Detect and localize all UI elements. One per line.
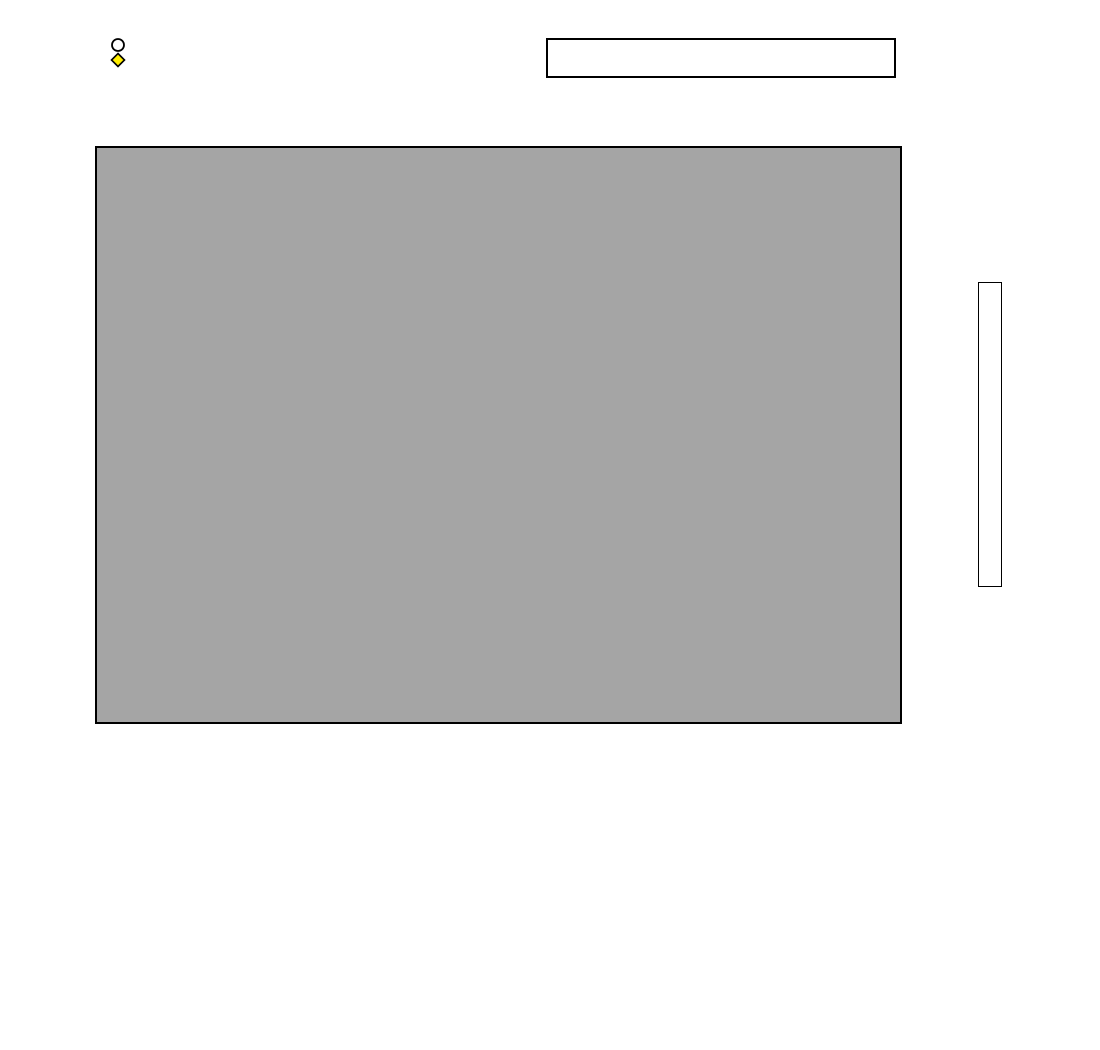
markers-layer xyxy=(97,148,900,722)
legend-item-usm xyxy=(110,37,130,53)
ndbc-diamond-icon xyxy=(110,52,126,68)
colorbar xyxy=(978,282,1002,587)
map-panel xyxy=(95,146,902,724)
usm-circle-icon xyxy=(110,37,126,53)
vector-scale-box xyxy=(546,38,896,78)
scale-arrows xyxy=(548,40,893,75)
legend-item-ndbc xyxy=(110,52,130,68)
